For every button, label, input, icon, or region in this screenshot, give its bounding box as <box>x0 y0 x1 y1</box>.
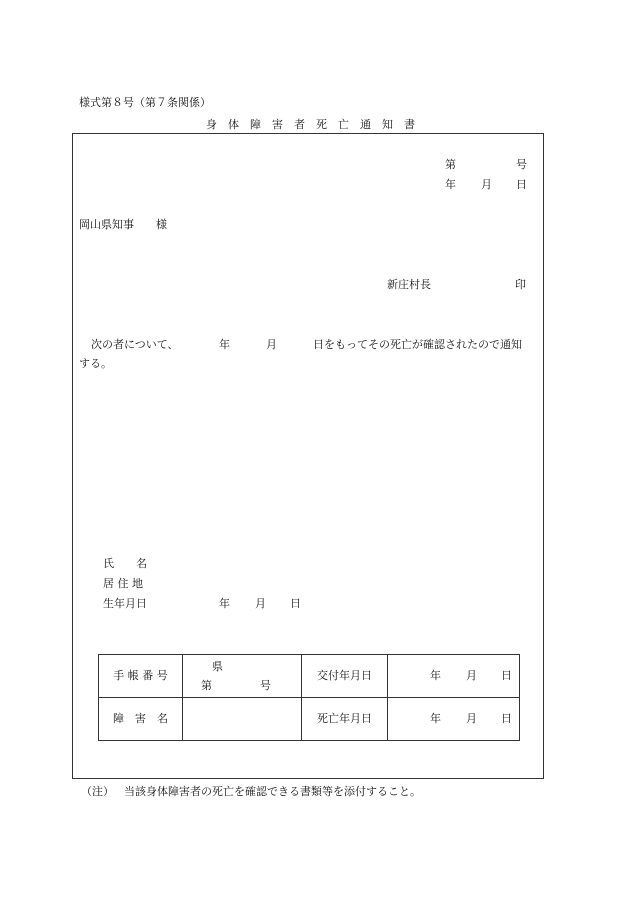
issue-date-day: 日 <box>501 669 512 682</box>
document-title: 身 体 障 害 者 死 亡 通 知 書 <box>206 118 415 131</box>
body-year: 年 <box>219 338 230 351</box>
note-text: 当該身体障害者の死亡を確認できる書類等を添付すること。 <box>124 785 421 798</box>
issue-dai: 第 <box>445 158 456 171</box>
address-label: 居 住 地 <box>103 577 143 590</box>
issue-month: 月 <box>481 178 492 191</box>
birthdate-day: 日 <box>290 597 301 610</box>
death-date-day: 日 <box>501 712 512 725</box>
techo-number-cell <box>183 655 302 698</box>
ken-label: 県 <box>212 660 223 673</box>
death-date-cell <box>388 698 520 741</box>
body-text-line2: する。 <box>79 357 112 370</box>
body-text-end: 日をもってその死亡が確認されたので通知 <box>313 338 522 351</box>
issue-date-label: 交付年月日 <box>302 655 388 698</box>
issue-year: 年 <box>445 178 456 191</box>
issue-date-cell <box>388 655 520 698</box>
birthdate-year: 年 <box>219 597 230 610</box>
form-number: 様式第８号（第７条関係） <box>79 96 211 109</box>
body-month: 月 <box>266 338 277 351</box>
death-date-month: 月 <box>466 712 477 725</box>
issue-day: 日 <box>516 178 527 191</box>
issue-go: 号 <box>516 158 527 171</box>
sender-name: 新庄村長 <box>387 278 431 291</box>
name-label: 氏 名 <box>103 557 147 570</box>
go-label: 号 <box>260 679 271 692</box>
birthdate-label: 生年月日 <box>103 597 147 610</box>
dai-label: 第 <box>201 679 212 692</box>
issue-date-month: 月 <box>466 669 477 682</box>
body-text-start: 次の者について、 <box>91 338 179 351</box>
seal-mark: 印 <box>515 278 526 291</box>
disability-name-label: 障 害 名 <box>99 698 183 741</box>
birthdate-month: 月 <box>255 597 266 610</box>
death-date-year: 年 <box>430 712 441 725</box>
disability-name-cell <box>183 698 302 741</box>
addressee: 岡山県知事 様 <box>79 218 167 231</box>
techo-number-label: 手 帳 番 号 <box>99 655 183 698</box>
note-label: （注） <box>81 785 114 798</box>
table-row <box>99 655 520 698</box>
issue-date-year: 年 <box>430 669 441 682</box>
table-row <box>99 698 520 741</box>
death-date-label: 死亡年月日 <box>302 698 388 741</box>
certificate-table <box>98 654 520 741</box>
